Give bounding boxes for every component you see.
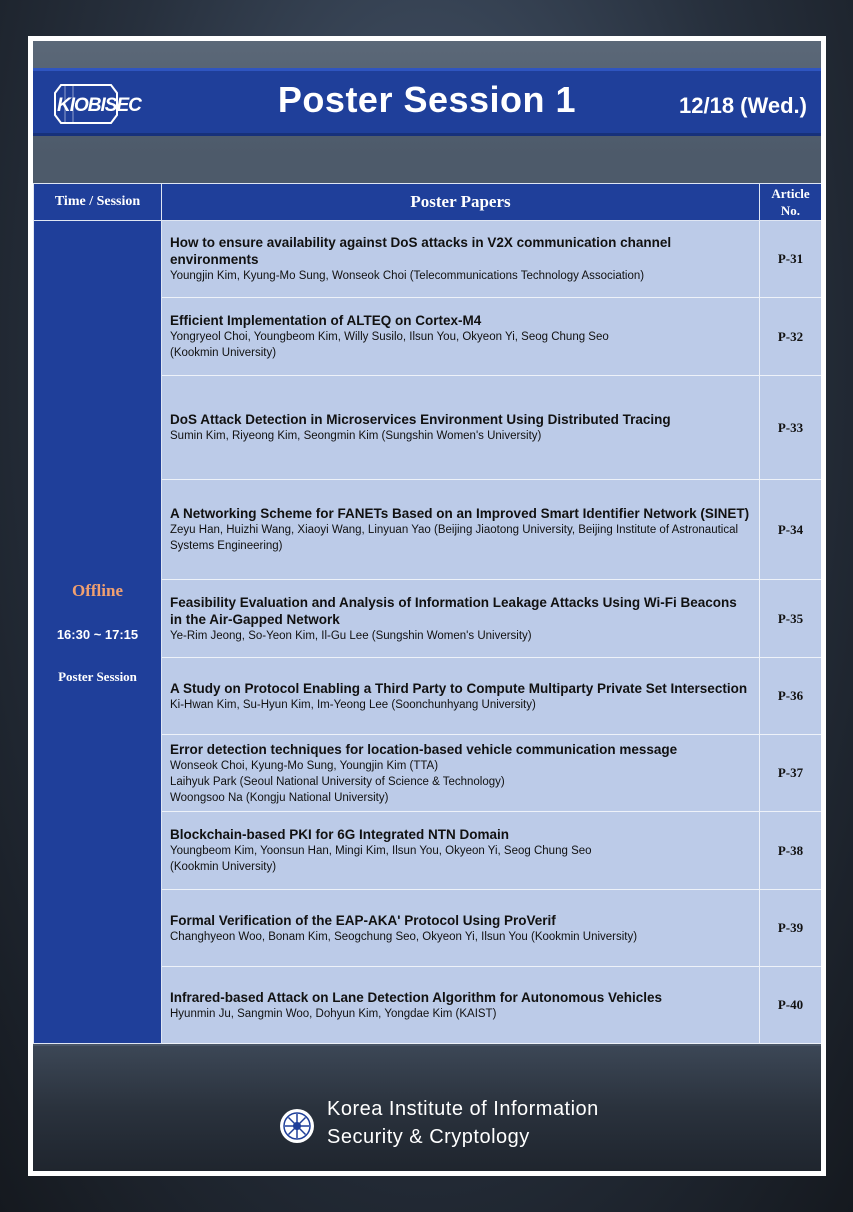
table-header-row xyxy=(34,184,822,221)
article-number: P-31 xyxy=(760,221,822,298)
table-row xyxy=(34,221,822,298)
paper-authors: Hyunmin Ju, Sangmin Woo, Dohyun Kim, Yongdae Kim (KAIST) xyxy=(170,1007,497,1020)
page-title: Poster Session 1 xyxy=(277,79,577,120)
paper-title: Infrared-based Attack on Lane Detection Algorithm for Autonomous Vehicles xyxy=(170,989,663,1005)
paper-title: Feasibility Evaluation and Analysis of Information Leakage Attacks Using Wi-Fi Beacons in the Air-Gapped Network xyxy=(170,594,737,627)
article-number: P-33 xyxy=(760,376,822,480)
paper-authors: Zeyu Han, Huizhi Wang, Xiaoyi Wang, Linyuan Yao (Beijing Jiaotong University, Beijing Institute of Astronautical Systems Engineering) xyxy=(170,524,739,552)
session-time: 16:30 ~ 17:15 xyxy=(56,627,139,642)
session-date: 12/18 (Wed.) xyxy=(679,93,807,118)
paper-cell xyxy=(162,221,760,298)
article-number: P-34 xyxy=(760,480,822,580)
paper-authors: Wonseok Choi, Kyung-Mo Sung, Youngjin Kim (TTA) xyxy=(170,759,439,772)
session-label: Poster Session xyxy=(58,669,137,684)
article-number: P-38 xyxy=(760,812,822,890)
paper-cell xyxy=(162,735,760,812)
paper-authors: Ki-Hwan Kim, Su-Hyun Kim, Im-Yeong Lee (Soonchunhyang University) xyxy=(170,698,536,711)
article-number: P-40 xyxy=(760,967,822,1044)
article-number: P-39 xyxy=(760,890,822,967)
paper-title: DoS Attack Detection in Microservices Environment Using Distributed Tracing xyxy=(170,412,671,427)
title-banner xyxy=(33,68,821,136)
column-header-article xyxy=(760,184,822,221)
article-number: P-35 xyxy=(760,580,822,658)
session-cell xyxy=(34,221,162,1044)
paper-title: Error detection techniques for location-based vehicle communication message xyxy=(170,741,678,757)
paper-cell xyxy=(162,890,760,967)
paper-authors: Youngjin Kim, Kyung-Mo Sung, Wonseok Choi (Telecommunications Technology Association) xyxy=(170,270,645,282)
paper-title: How to ensure availability against DoS attacks in V2X communication channel environments xyxy=(170,235,672,267)
organization-name-line2: Security & Cryptology xyxy=(327,1126,530,1148)
column-header-session: Time / Session xyxy=(34,184,162,221)
paper-authors: Sumin Kim, Riyeong Kim, Seongmin Kim (Sungshin Women's University) xyxy=(170,430,542,442)
column-header-papers: Poster Papers xyxy=(162,184,760,221)
paper-title: A Networking Scheme for FANETs Based on an Improved Smart Identifier Network (SINET) xyxy=(170,506,750,521)
poster-canvas xyxy=(33,41,821,1171)
paper-authors: Yongryeol Choi, Youngbeom Kim, Willy Susilo, Ilsun You, Okyeon Yi, Seog Chung Seo xyxy=(170,331,609,343)
paper-cell xyxy=(162,967,760,1044)
paper-authors: Laihyuk Park (Seoul National University of Science & Technology) xyxy=(170,775,505,788)
logo-text: KIOBISEC xyxy=(57,95,141,116)
paper-title: Efficient Implementation of ALTEQ on Cortex-M4 xyxy=(170,313,482,328)
footer xyxy=(33,1046,821,1171)
article-header-line2: No. xyxy=(780,203,801,218)
paper-cell xyxy=(162,580,760,658)
paper-cell xyxy=(162,480,760,580)
paper-authors: Ye-Rim Jeong, So-Yeon Kim, Il-Gu Lee (Sungshin Women's University) xyxy=(170,629,532,642)
paper-title: Formal Verification of the EAP-AKA' Protocol Using ProVerif xyxy=(170,912,556,928)
article-number: P-36 xyxy=(760,658,822,735)
paper-cell xyxy=(162,298,760,376)
poster-frame xyxy=(28,36,826,1176)
paper-cell xyxy=(162,812,760,890)
paper-cell xyxy=(162,376,760,480)
article-number: P-32 xyxy=(760,298,822,376)
paper-authors: Changhyeon Woo, Bonam Kim, Seogchung Seo, Okyeon Yi, Ilsun You (Kookmin University) xyxy=(170,930,638,943)
paper-title: Blockchain-based PKI for 6G Integrated NTN Domain xyxy=(170,827,510,842)
organization-name-line1: Korea Institute of Information xyxy=(327,1098,599,1120)
article-number: P-37 xyxy=(760,735,822,812)
paper-authors: Woongsoo Na (Kongju National University) xyxy=(170,791,389,804)
paper-title: A Study on Protocol Enabling a Third Party to Compute Multiparty Private Set Intersection xyxy=(170,680,748,696)
poster-table xyxy=(33,183,821,1044)
paper-cell xyxy=(162,658,760,735)
paper-authors: Youngbeom Kim, Yoonsun Han, Mingi Kim, Ilsun You, Okyeon Yi, Seog Chung Seo xyxy=(170,845,592,857)
paper-affiliation: (Kookmin University) xyxy=(170,347,277,359)
session-mode: Offline xyxy=(72,581,123,600)
article-header-line1: Article xyxy=(771,186,810,201)
paper-affiliation: (Kookmin University) xyxy=(170,861,277,873)
kiisc-emblem-icon xyxy=(279,1108,315,1144)
